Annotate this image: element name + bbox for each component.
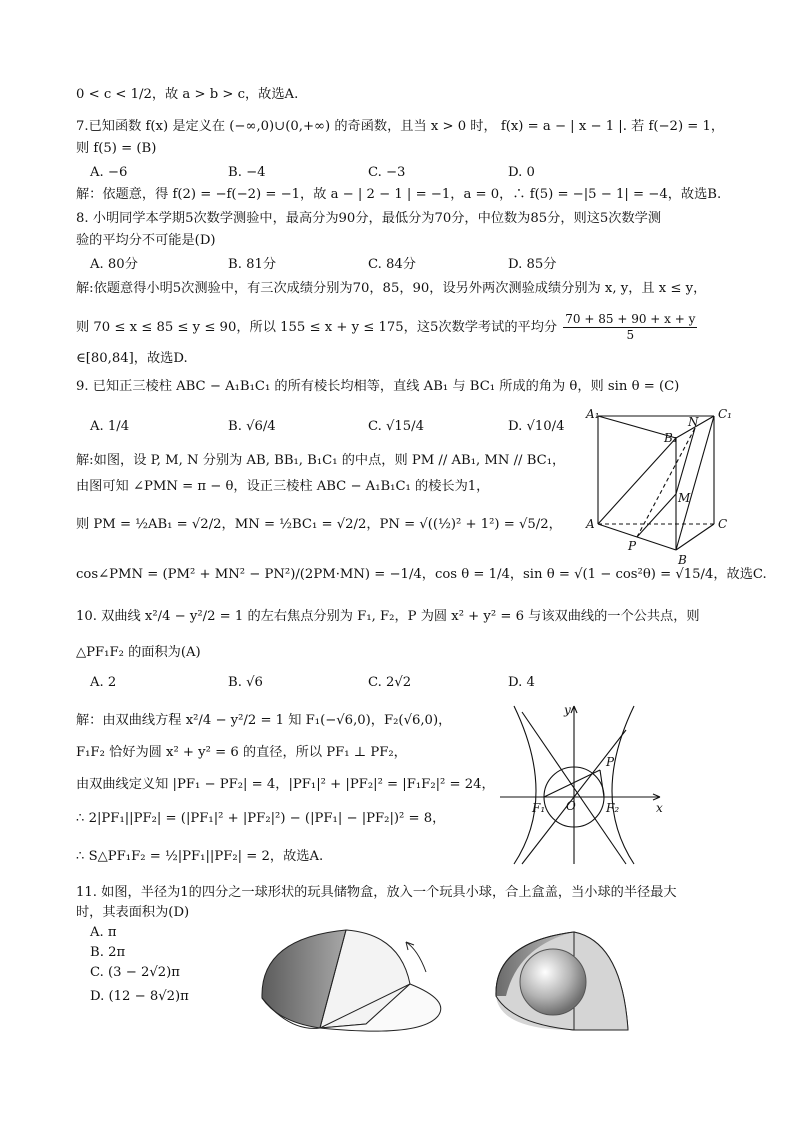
q8-option-c: C. 84分 <box>368 257 416 272</box>
q10-stem-cont: △PF₁F₂ 的面积为(A) <box>76 645 201 660</box>
q9-option-a: A. 1/4 <box>90 419 130 434</box>
q11-stem-cont: 时，其表面积为(D) <box>76 905 190 920</box>
label-m: M <box>678 491 691 505</box>
q9-option-c: C. √15/4 <box>368 419 425 434</box>
label-c: C <box>718 517 728 531</box>
label-a1: A₁ <box>586 407 600 421</box>
q9-stem: 9. 已知正三棱柱 ABC − A₁B₁C₁ 的所有棱长均相等，直线 AB₁ 与 BC₁ 所成的角为 θ，则 sin θ = (C) <box>76 379 680 394</box>
q11-stem: 11. 如图，半径为1的四分之一球形状的玩具储物盒，放入一个玩具小球，合上盒盖，当小球的半径最大 <box>76 885 677 900</box>
q8-stem-cont: 验的平均分不可能是(D) <box>76 233 216 248</box>
q10-stem: 10. 双曲线 x²/4 − y²/2 = 1 的左右焦点分别为 F₁, F₂，P 为圆 x² + y² = 6 与该双曲线的一个公共点，则 <box>76 609 700 624</box>
q8-solution-cont <box>76 312 699 343</box>
q9-option-d: D. √10/4 <box>508 419 565 434</box>
q7-option-d: D. 0 <box>508 165 535 180</box>
q9-solution-4: cos∠PMN = (PM² + MN² − PN²)/(2PM·MN) = −1/4，cos θ = 1/4，sin θ = √(1 − cos²θ) = √15/4，故选C. <box>76 567 767 582</box>
q11-option-b: B. 2π <box>90 945 126 960</box>
q8-stem: 8. 小明同学本学期5次数学测验中，最高分为90分，最低分为70分，中位数为85分，则这5次数学测 <box>76 211 662 226</box>
label-c1: C₁ <box>718 407 732 421</box>
label-p: P <box>606 755 615 769</box>
q10-option-d: D. 4 <box>508 675 535 690</box>
q10-solution-3: 由双曲线定义知 |PF₁ − PF₂| = 4，|PF₁|² + |PF₂|² = |F₁F₂|² = 24， <box>76 777 495 792</box>
fraction-numerator: 70 + 85 + 90 + x + y <box>565 312 696 326</box>
label-p: P <box>628 539 637 553</box>
q10-solution-4: ∴ 2|PF₁||PF₂| = (|PF₁|² + |PF₂|²) − (|PF₁| − |PF₂|)² = 8， <box>76 811 446 826</box>
q8-option-a: A. 80分 <box>90 257 138 272</box>
label-b: B <box>678 553 687 567</box>
q7-option-c: C. −3 <box>368 165 406 180</box>
prism-figure <box>584 404 744 570</box>
q10-solution-5: ∴ S△PF₁F₂ = ½|PF₁||PF₂| = 2，故选A. <box>76 849 324 864</box>
label-a: A <box>586 517 595 531</box>
q7-stem-cont: 则 f(5) = (B) <box>76 141 157 156</box>
hyperbola-figure <box>492 700 672 866</box>
q8-option-d: D. 85分 <box>508 257 557 272</box>
label-y: y <box>564 703 571 717</box>
fraction-denominator: 5 <box>626 328 635 342</box>
q9-solution-1: 解:如图，设 P, M, N 分别为 AB, BB₁, B₁C₁ 的中点，则 PM // AB₁, MN // BC₁， <box>76 453 566 468</box>
label-n: N <box>688 415 699 429</box>
q7-option-b: B. −4 <box>228 165 266 180</box>
q7-stem: 7.已知函数 f(x) 是定义在 (−∞,0)∪(0,+∞) 的奇函数，且当 x > 0 时， f(x) = a − | x − 1 |. 若 f(−2) = 1， <box>76 119 725 134</box>
q10-option-a: A. 2 <box>90 675 117 690</box>
q7-solution: 解：依题意，得 f(2) = −f(−2) = −1，故 a − | 2 − 1 | = −1，a = 0，∴ f(5) = −|5 − 1| = −4，故选B. <box>76 187 722 202</box>
prev-answer-line: 0 < c < 1/2，故 a > b > c，故选A. <box>76 87 299 102</box>
q8-option-b: B. 81分 <box>228 257 277 272</box>
q10-solution-1: 解：由双曲线方程 x²/4 − y²/2 = 1 知 F₁(−√6,0)，F₂(√6,0)， <box>76 713 452 728</box>
q10-option-c: C. 2√2 <box>368 675 412 690</box>
label-f2: F₂ <box>606 801 620 815</box>
storage-box-figure <box>250 920 750 1044</box>
q9-solution-3: 则 PM = ½AB₁ = √2/2，MN = ½BC₁ = √2/2，PN = √((½)² + 1²) = √5/2， <box>76 517 562 532</box>
q11-option-a: A. π <box>90 925 117 940</box>
q8-average-fraction <box>563 312 697 343</box>
label-f1: F₁ <box>532 801 546 815</box>
q8-solution: 解:依题意得小明5次测验中，有三次成绩分别为70，85，90，设另外两次测验成绩分别为 x, y，且 x ≤ y， <box>76 281 707 296</box>
q11-option-c: C. (3 − 2√2)π <box>90 965 180 980</box>
q7-option-a: A. −6 <box>90 165 128 180</box>
label-o: O <box>566 799 576 813</box>
q9-solution-2: 由图可知 ∠PMN = π − θ，设正三棱柱 ABC − A₁B₁C₁ 的棱长为1， <box>76 479 490 494</box>
label-b1: B₁ <box>664 431 678 445</box>
q10-option-b: B. √6 <box>228 675 263 690</box>
q8-solution-text: 则 70 ≤ x ≤ 85 ≤ y ≤ 90，所以 155 ≤ x + y ≤ 175，这5次数学考试的平均分 <box>76 320 558 335</box>
q11-option-d: D. (12 − 8√2)π <box>90 989 189 1004</box>
label-x: x <box>656 801 663 815</box>
q10-solution-2: F₁F₂ 恰好为圆 x² + y² = 6 的直径，所以 PF₁ ⊥ PF₂， <box>76 745 407 760</box>
q8-solution-end: ∈[80,84]，故选D. <box>76 351 188 366</box>
q9-option-b: B. √6/4 <box>228 419 276 434</box>
